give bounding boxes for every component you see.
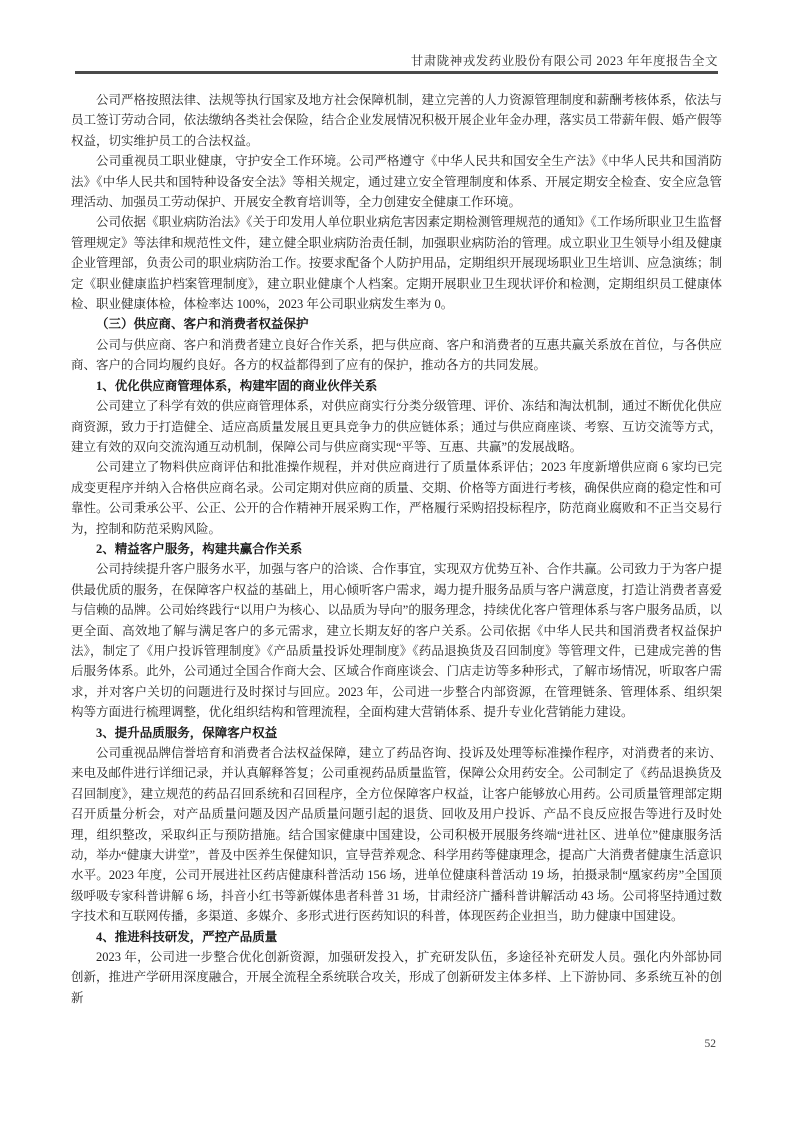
header-rule — [75, 71, 718, 74]
paragraph: 公司重视品牌信誉培育和消费者合法权益保障，建立了药品咨询、投诉及处理等标准操作程序，对消费者的来访、来电及邮件进行详细记录，并认真解释答复；公司重视药品质量监管，保障公众用药安全。公司制定了《药品退换货及召回制度》，建立规范的药品召回系统和召回程序，全方位保障客户权益，让客户能够放心用药。公司质量管理部定期召开质量分析会，对产品质量问题及因产品质量问题引起的退货、回收及用户投诉、产品不良反应报告等进行及时处理，组织整改，采取纠正与预防措施。结合国家健康中国建设，公司积极开展服务终端“进社区、进单位”健康服务活动，举办“健康大讲堂”，普及中医养生保健知识，宣导营养观念、科学用药等健康理念，提高广大消费者健康生活意识水平。2023 年度，公司开展进社区药店健康科普活动 156 场，进单位健康科普活动 19 场，拍摄录制“凰家药房”全国顶级呼吸专家科普讲解 6 场，抖音小红书等新媒体患者科普 31 场，甘肃经济广播科普讲解活动 43 场。公司将坚持通过数字技术和互联网传播，多渠道、多媒介、多形式进行医药知识的科普，体现医药企业担当，助力健康中国建设。 — [71, 746, 722, 924]
paragraph: 公司严格按照法律、法规等执行国家及地方社会保障机制，建立完善的人力资源管理制度和薪酬考核体系，依法与员工签订劳动合同，依法缴纳各类社会保险，结合企业发展情况积极开展企业年金办理，落实员工带薪年假、婚产假等权益，切实维护员工的合法权益。 — [71, 93, 722, 148]
section-heading: 4、推进科技研发，严控产品质量 — [96, 929, 278, 944]
section-heading: 2、精益客户服务，构建共赢合作关系 — [96, 541, 303, 556]
paragraph: 2023 年，公司进一步整合优化创新资源，加强研发投入，扩充研发队伍，多途径补充研发人员。强化内外部协同创新，推进产学研用深度融合，开展全流程全系统联合攻关，形成了创新研发主体多样、上下游协同、多系统互补的创新 — [71, 950, 722, 1005]
document-body — [71, 90, 722, 1008]
paragraph: 公司建立了物料供应商评估和批准操作规程，并对供应商进行了质量体系评估；2023 年度新增供应商 6 家均已完成变更程序并纳入合格供应商名录。公司定期对供应商的质量、交期、价格等方面进行考核，确保供应商的稳定性和可靠性。公司秉承公平、公正、公开的合作精神开展采购工作，严格履行采购招投标程序，防范商业腐败和不正当交易行为，控制和防范采购风险。 — [71, 460, 722, 536]
page-number: 52 — [704, 1038, 716, 1050]
paragraph: 公司建立了科学有效的供应商管理体系，对供应商实行分类分级管理、评价、冻结和淘汰机制，通过不断优化供应商资源，致力于打造健全、适应高质量发展且更具竞争力的供应链体系；通过与供应商座谈、考察、互访交流等方式，建立有效的双向交流沟通互动机制，保障公司与供应商实现“平等、互惠、共赢”的发展战略。 — [71, 399, 722, 454]
section-heading: 1、优化供应商管理体系，构建牢固的商业伙伴关系 — [96, 378, 378, 393]
section-heading: 3、提升品质服务，保障客户权益 — [96, 725, 278, 740]
report-header-title: 甘肃陇神戎发药业股份有限公司 2023 年年度报告全文 — [410, 54, 718, 68]
paragraph: 公司与供应商、客户和消费者建立良好合作关系，把与供应商、客户和消费者的互惠共赢关系放在首位，与各供应商、客户的合同均履约良好。各方的权益都得到了应有的保护，推动各方的共同发展。 — [71, 337, 722, 373]
paragraph: 公司持续提升客户服务水平，加强与客户的洽谈、合作事宜，实现双方优势互补、合作共赢。公司致力于为客户提供最优质的服务，在保障客户权益的基础上，用心倾听客户需求，竭力提升服务品质与客户满意度，打造让消费者喜爱与信赖的品牌。公司始终践行“以用户为核心、以品质为导向”的服务理念，持续优化客户管理体系与客户服务品质，以更全面、高效地了解与满足客户的多元需求，建立长期友好的客户关系。公司依据《中华人民共和国消费者权益保护法》，制定了《用户投诉管理制度》《产品质量投诉处理制度》《药品退换货及召回制度》等管理文件，已建成完善的售后服务体系。此外，公司通过全国合作商大会、区域合作商座谈会、门店走访等多种形式，了解市场情况，听取客户需求，并对客户关切的问题进行及时探讨与回应。2023 年，公司进一步整合内部资源，在管理链条、管理体系、组织架构等方面进行梳理调整，优化组织结构和管理流程，全面构建大营销体系、提升专业化营销能力建设。 — [71, 562, 722, 720]
paragraph: 公司重视员工职业健康，守护安全工作环境。公司严格遵守《中华人民共和国安全生产法》《中华人民共和国消防法》《中华人民共和国特种设备安全法》等相关规定，通过建立安全管理制度和体系、开展定期安全检查、安全应急管理活动、加强员工劳动保护、开展安全教育培训等，全力创建安全健康工作环境。 — [71, 154, 722, 210]
paragraph: 公司依据《职业病防治法》《关于印发用人单位职业病危害因素定期检测管理规范的通知》《工作场所职业卫生监督管理规定》等法律和规范性文件，建立健全职业病防治责任制，加强职业病防治的管理。成立职业卫生领导小组及健康企业管理部，负责公司的职业病防治工作。按要求配备个人防护用品，定期组织开展现场职业卫生培训、应急演练；制定《职业健康监护档案管理制度》，建立职业健康个人档案。定期开展职业卫生现状评价和检测，定期组织员工健康体检、职业健康体检，体检率达 100%，2023 年公司职业病发生率为 0。 — [71, 215, 722, 312]
section-heading: （三）供应商、客户和消费者权益保护 — [96, 317, 309, 332]
